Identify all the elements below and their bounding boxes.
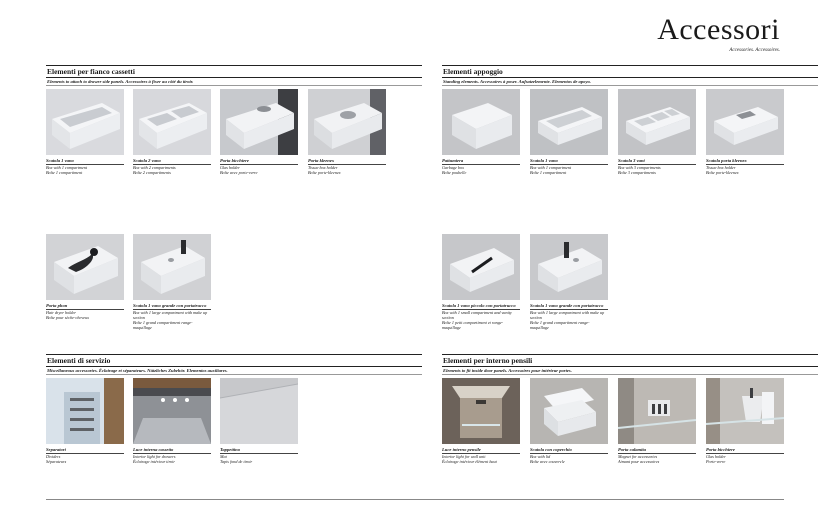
product-desc: Boîte poubelle [442,170,467,176]
glass-holder-icon [220,89,298,155]
mat-icon [220,378,298,444]
product-desc: Porte-verre [706,459,726,465]
garbage-box-icon [442,89,520,155]
small-makeup-box-icon [442,234,520,300]
product-desc: Boîte 2 compartiments [133,170,171,176]
box-three-compartments-icon [618,89,696,155]
product-desc: Tissue box holder [308,165,338,171]
product-desc: Boîte avec porte-verre [220,170,258,176]
product-desc: Mat [220,454,227,460]
product-name: Porta kleenex [308,158,386,165]
section-desc: Standing elements. Accessoires à poser. Aufsatzelemente. Elementos de apoyo. [442,78,818,86]
product-name: Porta calamita [618,447,696,454]
product-desc: Glas holder [220,165,240,171]
box-two-compartments-icon [133,89,211,155]
box-with-lid-icon [530,378,608,444]
product-desc: Box with lid [530,454,551,460]
page-title: Accessori [657,13,780,46]
product-name: Luce interna cassetto [133,447,211,454]
product-desc: Boîte 1 grand compartiment range-maquillage [530,320,590,331]
product-desc: Garbage box [442,165,464,171]
makeup-box-icon [133,234,211,300]
product-name: Scatola 3 vani [618,158,696,165]
product-desc: Interior light for drawers [133,454,176,460]
product-name: Scatola 1 vano grande con portatrucco [530,303,608,310]
section-title: Elementi di servizio [46,354,422,367]
product-name: Scatola 2 vano [133,158,211,165]
product-desc: Séparateurs [46,459,67,465]
section-wall-unit [442,354,818,375]
hair-dryer-holder-icon [46,234,124,300]
product-name: Scatola con coperchio [530,447,608,454]
wall-unit-light-icon [442,378,520,444]
product-desc: Boîte 3 compartiments [618,170,656,176]
product-name: Scatola porta kleenex [706,158,784,165]
section-standing [442,65,818,86]
product-desc: Box with 1 small compartment and vanity section [442,310,512,321]
section-title: Elementi appoggio [442,65,818,78]
product-desc: Interior light for wall unit [442,454,486,460]
product-desc: Glas holder [706,454,726,460]
product-name: Tappettino [220,447,298,454]
page-subtitle: Accessories. Accessoires. [729,48,780,53]
glass-holder-icon [706,378,784,444]
box-one-compartment-icon [530,89,608,155]
magnet-holder-icon [618,378,696,444]
product-name: Porta phon [46,303,124,310]
product-desc: Box with 1 large compartment with make up section [530,310,605,321]
product-desc: Dividers [46,454,61,460]
drawer-dividers-icon [46,378,124,444]
product-desc: Tissue box holder [706,165,736,171]
product-desc: Magnet for accessories [618,454,658,460]
drawer-light-icon [133,378,211,444]
tissue-box-icon [706,89,784,155]
product-desc: Tapis fond de tiroir [220,459,253,465]
box-one-compartment-icon [46,89,124,155]
tissue-holder-icon [308,89,386,155]
product-desc: Box with 3 compartments [618,165,661,171]
section-desc: Elements to fit inside door panels. Accessoires pour intérieur portes. [442,367,818,375]
product-desc: Boîte pour sèche-cheveux [46,315,90,321]
product-desc: Boîte 1 grand compartiment range-maquillage [133,320,193,331]
product-name: Luce interno pensile [442,447,520,454]
brand-block [657,14,780,53]
section-drawer-side [46,65,422,86]
product-name: Porta bicchiere [706,447,784,454]
section-desc: Miscellaneous accessories. Éclairage et séparateurs. Nützliches Zubehör. Elementos auxiliares. [46,367,422,375]
makeup-box-icon [530,234,608,300]
section-title: Elementi per interno pensili [442,354,818,367]
product-name: Scatola 1 vano [530,158,608,165]
product-name: Porta bicchiere [220,158,298,165]
section-desc: Elements to attach to drawer side panels. Accessoires à fixer au côté du tiroir. [46,78,422,86]
product-desc: Éclairage intérieur tiroir [133,459,175,465]
product-desc: Box with 1 large compartment with make up section [133,310,208,321]
product-desc: Box with 1 compartment [530,165,572,171]
section-title: Elementi per fianco cassetti [46,65,422,78]
product-desc: Boîte avec couvercle [530,459,565,465]
product-name: Separatori [46,447,124,454]
section-service [46,354,422,375]
product-name: Scatola 1 vano piccolo con portatrucco [442,303,520,310]
product-desc: Boîte 1 compartiment [46,170,83,176]
product-desc: Hair dryer holder [46,310,77,316]
product-desc: Boîte porte-kleenex [308,170,341,176]
product-desc: Boîte 1 compartiment [530,170,567,176]
product-desc: Box with 2 compartments [133,165,176,171]
product-desc: Boîte 1 petit compartiment et range-maquillage [442,320,504,331]
product-name: Scatola 1 vano grande con portatrucco [133,303,211,310]
product-desc: Éclairage intérieur élément haut [442,459,497,465]
product-desc: Boîte porte-kleenex [706,170,739,176]
product-desc: Box with 1 compartment [46,165,88,171]
product-name: Scatola 1 vano [46,158,124,165]
product-name: Pattumiera [442,158,520,165]
bottom-divider [46,499,784,500]
product-desc: Aimant pour accessoires [618,459,660,465]
